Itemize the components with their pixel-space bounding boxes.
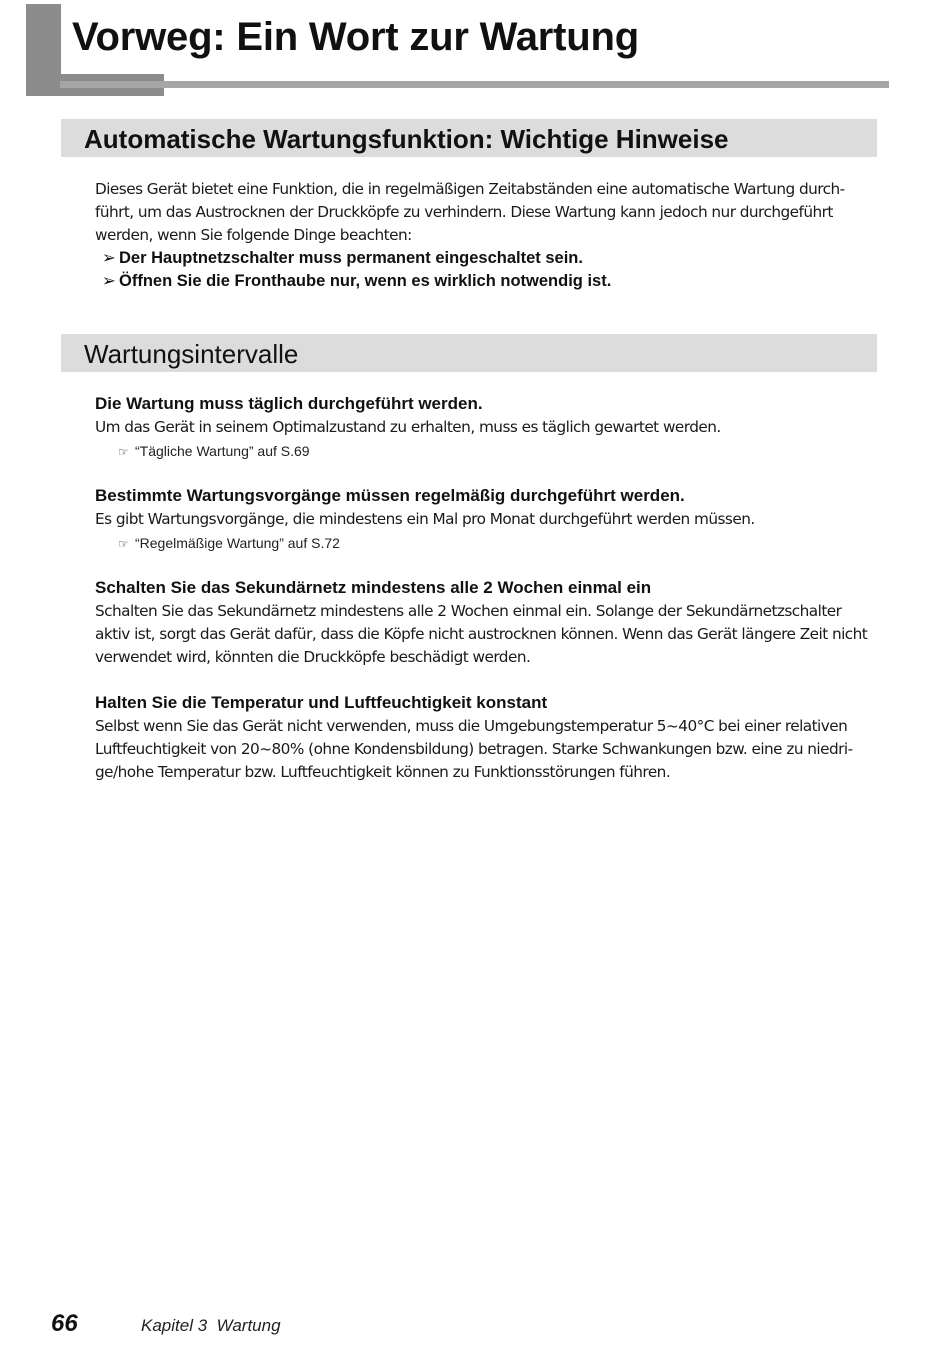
paragraph-secondary-power <box>95 600 870 670</box>
pointing-hand-icon: ☞ <box>118 445 129 459</box>
arrow-bullet-icon: ➢ <box>102 249 116 267</box>
bullet-item <box>102 270 611 293</box>
paragraph-line: führt, um das Austrocknen der Druckköpfe zu verhindern. Diese Wartung kann jedoch nur durchgeführt <box>95 203 833 222</box>
paragraph-line: werden, wenn Sie folgende Dinge beachten: <box>95 226 412 245</box>
paragraph-regular-maintenance <box>95 508 870 531</box>
chapter-label: Kapitel 3 Wartung <box>141 1316 281 1335</box>
cross-reference-regular[interactable] <box>118 534 340 553</box>
paragraph-line: Dieses Gerät bietet eine Funktion, die in regelmäßigen Zeitabständen eine automatische Wartung durch- <box>95 180 845 198</box>
paragraph-temperature-humidity <box>95 715 870 785</box>
pointing-hand-icon: ☞ <box>118 537 129 551</box>
arrow-bullet-icon: ➢ <box>102 272 116 290</box>
bullet-item <box>102 247 583 270</box>
reference-link[interactable]: “Tägliche Wartung” auf S.69 <box>135 443 310 459</box>
paragraph-line: Luftfeuchtigkeit von 20~80% (ohne Kondensbildung) betragen. Starke Schwankungen bzw. eine zu niedri- <box>95 740 853 759</box>
paragraph-line: aktiv ist, sorgt das Gerät dafür, dass die Köpfe nicht austrocknen können. Wenn das Gerät längere Zeit nicht <box>95 625 868 644</box>
paragraph-line: Schalten Sie das Sekundärnetz mindestens alle 2 Wochen einmal ein. Solange der Sekundärnetzschalter <box>95 602 842 620</box>
page-number: 66 <box>51 1310 78 1337</box>
subheading-temperature-humidity: Halten Sie die Temperatur und Luftfeuchtigkeit konstant <box>95 693 548 712</box>
paragraph-daily-maintenance <box>95 416 870 439</box>
paragraph-line: ge/hohe Temperatur bzw. Luftfeuchtigkeit können zu Funktionsstörungen führen. <box>95 763 671 782</box>
cross-reference-daily[interactable] <box>118 442 310 461</box>
paragraph-line: Um das Gerät in seinem Optimalzustand zu erhalten, muss es täglich gewartet werden. <box>95 418 721 436</box>
section-title-automatic-maintenance: Automatische Wartungsfunktion: Wichtige Hinweise <box>84 124 729 154</box>
bullet-text: Öffnen Sie die Fronthaube nur, wenn es wirklich notwendig ist. <box>119 272 612 290</box>
header-rule <box>60 81 889 88</box>
paragraph-line: verwendet wird, könnten die Druckköpfe beschädigt werden. <box>95 648 531 667</box>
page-title: Vorweg: Ein Wort zur Wartung <box>72 15 639 59</box>
subheading-secondary-power: Schalten Sie das Sekundärnetz mindestens alle 2 Wochen einmal ein <box>95 578 652 597</box>
paragraph-line: Selbst wenn Sie das Gerät nicht verwenden, muss die Umgebungstemperatur 5~40°C bei einer relativen <box>95 717 848 735</box>
bullet-text: Der Hauptnetzschalter muss permanent eingeschaltet sein. <box>119 249 583 267</box>
subheading-daily-maintenance: Die Wartung muss täglich durchgeführt werden. <box>95 394 483 413</box>
paragraph-line: Es gibt Wartungsvorgänge, die mindestens ein Mal pro Monat durchgeführt werden müssen. <box>95 510 755 528</box>
section-title-maintenance-intervals: Wartungsintervalle <box>84 339 299 369</box>
intro-paragraph <box>95 178 870 248</box>
subheading-regular-maintenance: Bestimmte Wartungsvorgänge müssen regelmäßig durchgeführt werden. <box>95 486 685 505</box>
reference-link[interactable]: “Regelmäßige Wartung” auf S.72 <box>135 535 340 551</box>
